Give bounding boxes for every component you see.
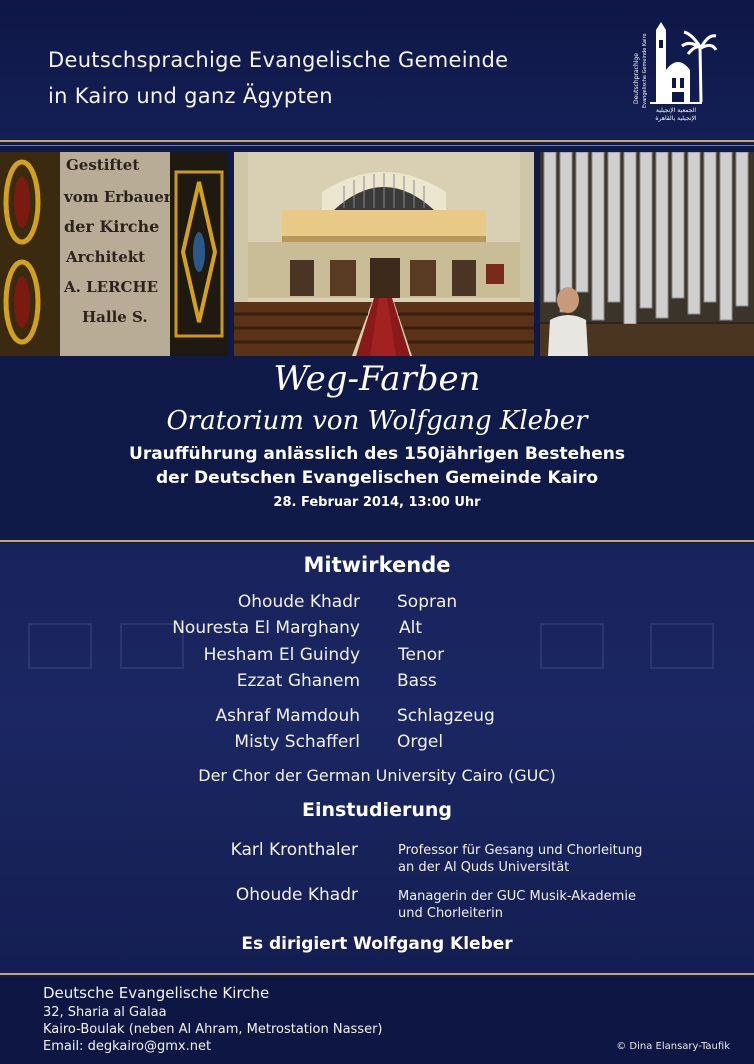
rehearsal-heading: Einstudierung <box>302 799 452 821</box>
rehearsal-desc-2a: Managerin der GUC Musik-Akademie <box>398 889 636 904</box>
event-title-block <box>0 360 754 516</box>
gold-divider-bottom <box>0 973 754 975</box>
footer-district: Kairo-Boulak (neben Al Ahram, Metrostation Nasser) <box>43 1022 383 1037</box>
performer-name-2: Nouresta El Marghany <box>172 618 360 638</box>
photo-strip <box>0 152 754 356</box>
rehearsal-desc-2 <box>398 888 636 922</box>
footer-email: Email: degkairo@gmx.net <box>43 1039 212 1054</box>
performer-role-5: Schlagzeug <box>397 706 495 726</box>
header <box>0 0 754 140</box>
performer-role-2: Alt <box>399 618 423 638</box>
rehearsal-desc-1b: an der Al Quds Universität <box>398 860 570 875</box>
bg-window <box>540 623 604 669</box>
org-name-line2: in Kairo und ganz Ägypten <box>48 84 333 108</box>
inscription-line6: Halle S. <box>82 308 148 326</box>
footer-street: 32, Sharia al Galaa <box>43 1005 167 1020</box>
performer-name-4: Ezzat Ghanem <box>236 671 360 691</box>
rehearsal-desc-1a: Professor für Gesang und Chorleitung <box>398 843 643 858</box>
gold-divider-middle <box>0 540 754 542</box>
event-title: Weg-Farben <box>273 359 481 399</box>
occasion-line1: Uraufführung anlässlich des 150jährigen Bestehens <box>129 444 625 464</box>
inscription-photo <box>0 152 228 356</box>
logo-arabic-line2: الإنجيلية بالقاهرة <box>655 115 697 122</box>
rehearsal-desc-2b: und Chorleiterin <box>398 906 503 921</box>
church-logo <box>626 20 718 126</box>
event-subtitle: Oratorium von Wolfgang Kleber <box>166 406 588 436</box>
rehearsal-desc-1 <box>398 842 642 876</box>
performer-role-3: Tenor <box>398 645 445 665</box>
performers-heading: Mitwirkende <box>303 553 451 577</box>
choir-line: Der Chor der German University Cairo (GUC) <box>198 766 556 785</box>
performer-name-3: Hesham El Guindy <box>203 645 360 665</box>
church-interior-photo <box>234 152 534 356</box>
photo-credit: © Dina Elansary-Taufik <box>616 1041 730 1052</box>
organ-photo <box>540 152 754 356</box>
logo-latin-line1: Deutschprachige <box>633 53 640 104</box>
inscription-line4: Architekt <box>66 248 146 266</box>
occasion-line2: der Deutschen Evangelischen Gemeinde Kairo <box>156 468 598 488</box>
inscription-line5: A. LERCHE <box>64 278 159 296</box>
logo-arabic-line1: الجمعية الإنجيلية <box>655 107 697 114</box>
inscription-line2: vom Erbauer <box>64 188 172 206</box>
gold-divider <box>0 140 754 142</box>
performer-role-1: Sopran <box>397 592 458 612</box>
performer-role-6: Orgel <box>397 732 444 752</box>
rehearsal-name-1: Karl Kronthaler <box>230 840 358 860</box>
org-name-line1: Deutschsprachige Evangelische Gemeinde <box>48 48 509 72</box>
gold-divider-thin <box>0 145 754 146</box>
event-datetime: 28. Februar 2014, 13:00 Uhr <box>273 495 481 510</box>
performer-name-1: Ohoude Khadr <box>237 592 360 612</box>
inscription-line1: Gestiftet <box>66 156 140 174</box>
footer-church-name: Deutsche Evangelische Kirche <box>43 984 270 1002</box>
inscription-line3: der Kirche <box>64 217 160 236</box>
logo-latin-line2: Evangelische Gemeinde Kairo <box>642 33 648 108</box>
footer <box>0 977 754 1064</box>
conductor-line: Es dirigiert Wolfgang Kleber <box>241 934 513 954</box>
church-logo-icon <box>626 20 718 126</box>
rehearsal-name-2: Ohoude Khadr <box>235 885 358 905</box>
performer-role-4: Bass <box>397 671 437 691</box>
bg-window <box>650 623 714 669</box>
performer-name-6: Misty Schafferl <box>234 732 360 752</box>
performer-name-5: Ashraf Mamdouh <box>215 706 360 726</box>
